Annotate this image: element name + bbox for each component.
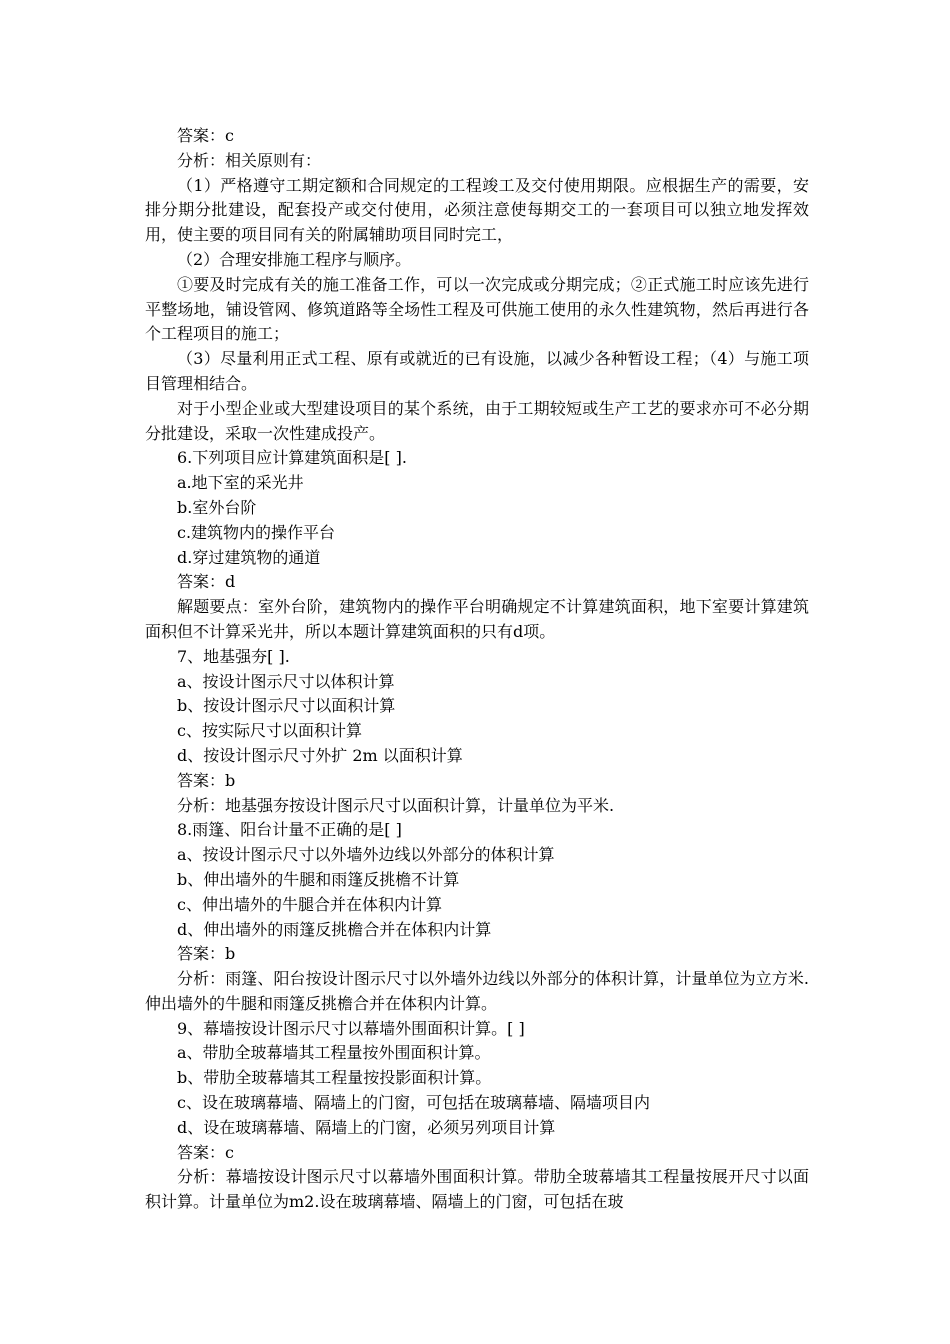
option-a: a、按设计图示尺寸以外墙外边线以外部分的体积计算 [177, 845, 555, 865]
option-d: d.穿过建筑物的通道 [177, 547, 321, 567]
option-b: b、带肋全玻幕墙其工程量按投影面积计算。 [177, 1068, 492, 1088]
analysis-line: 分析：雨篷、阳台按设计图示尺寸以外墙外边线以外部分的体积计算，计量单位为立方米.伸出墙外的牛腿和雨篷反挑檐合并在体积内计算。 [145, 969, 809, 1013]
answer-line: 答案：d [177, 572, 236, 592]
answer-line: 答案：b [177, 770, 236, 790]
option-d: d、设在玻璃幕墙、隔墙上的门窗，必须另列项目计算 [177, 1117, 556, 1137]
option-b: b.室外台阶 [177, 497, 257, 517]
answer-line: 答案：c [177, 126, 234, 145]
analysis-line: 分析：地基强夯按设计图示尺寸以面积计算，计量单位为平米. [177, 795, 615, 815]
answer-line: 答案：c [177, 1142, 234, 1162]
question-9: 9、幕墙按设计图示尺寸以幕墙外围面积计算。[ ] [177, 1018, 525, 1038]
option-c: c.建筑物内的操作平台 [177, 522, 336, 542]
option-c: c、按实际尺寸以面积计算 [177, 721, 362, 741]
paragraph: ①要及时完成有关的施工准备工作，可以一次完成或分期完成；②正式施工时应该先进行平整场地，铺设管网、修筑道路等全场性工程及可供施工使用的永久性建筑物，然后再进行各个工程项目的施工； [145, 274, 809, 344]
analysis-line: 分析：相关原则有： [177, 150, 322, 170]
analysis-line: 分析：幕墙按设计图示尺寸以幕墙外围面积计算。带肋全玻幕墙其工程量按展开尺寸以面积计算。计量单位为m2.设在玻璃幕墙、隔墙上的门窗，可包括在玻 [145, 1167, 809, 1212]
question-7: 7、地基强夯[ ]. [177, 646, 290, 666]
question-6: 6.下列项目应计算建筑面积是[ ]. [177, 448, 407, 468]
paragraph: （2）合理安排施工程序与顺序。 [177, 249, 412, 269]
question-8: 8.雨篷、阳台计量不正确的是[ ] [177, 820, 402, 840]
option-b: b、伸出墙外的牛腿和雨篷反挑檐不计算 [177, 869, 460, 889]
paragraph: 对于小型企业或大型建设项目的某个系统，由于工期较短或生产工艺的要求亦可不必分期分批建设，采取一次性建成投产。 [145, 398, 809, 443]
option-b: b、按设计图示尺寸以面积计算 [177, 696, 396, 716]
option-d: d、按设计图示尺寸外扩 2m 以面积计算 [177, 745, 463, 765]
option-a: a、带肋全玻幕墙其工程量按外围面积计算。 [177, 1043, 491, 1063]
answer-line: 答案：b [177, 944, 236, 964]
option-c: c、伸出墙外的牛腿合并在体积内计算 [177, 894, 442, 914]
option-c: c、设在玻璃幕墙、隔墙上的门窗，可包括在玻璃幕墙、隔墙项目内 [177, 1093, 650, 1113]
analysis-line: 解题要点：室外台阶，建筑物内的操作平台明确规定不计算建筑面积，地下室要计算建筑面积但不计算采光井，所以本题计算建筑面积的只有d项。 [145, 597, 809, 641]
document-body [145, 124, 809, 1215]
paragraph: （1）严格遵守工期定额和合同规定的工程竣工及交付使用期限。应根据生产的需要，安排分期分批建设，配套投产或交付使用，必须注意使每期交工的一套项目可以独立地发挥效用，使主要的项目同有关的附属辅助项目同时完工， [145, 175, 809, 245]
option-d: d、伸出墙外的雨篷反挑檐合并在体积内计算 [177, 919, 492, 939]
option-a: a.地下室的采光井 [177, 473, 304, 493]
paragraph: （3）尽量利用正式工程、原有或就近的已有设施，以减少各种暂设工程；（4）与施工项目管理相结合。 [145, 349, 809, 393]
option-a: a、按设计图示尺寸以体积计算 [177, 671, 395, 691]
